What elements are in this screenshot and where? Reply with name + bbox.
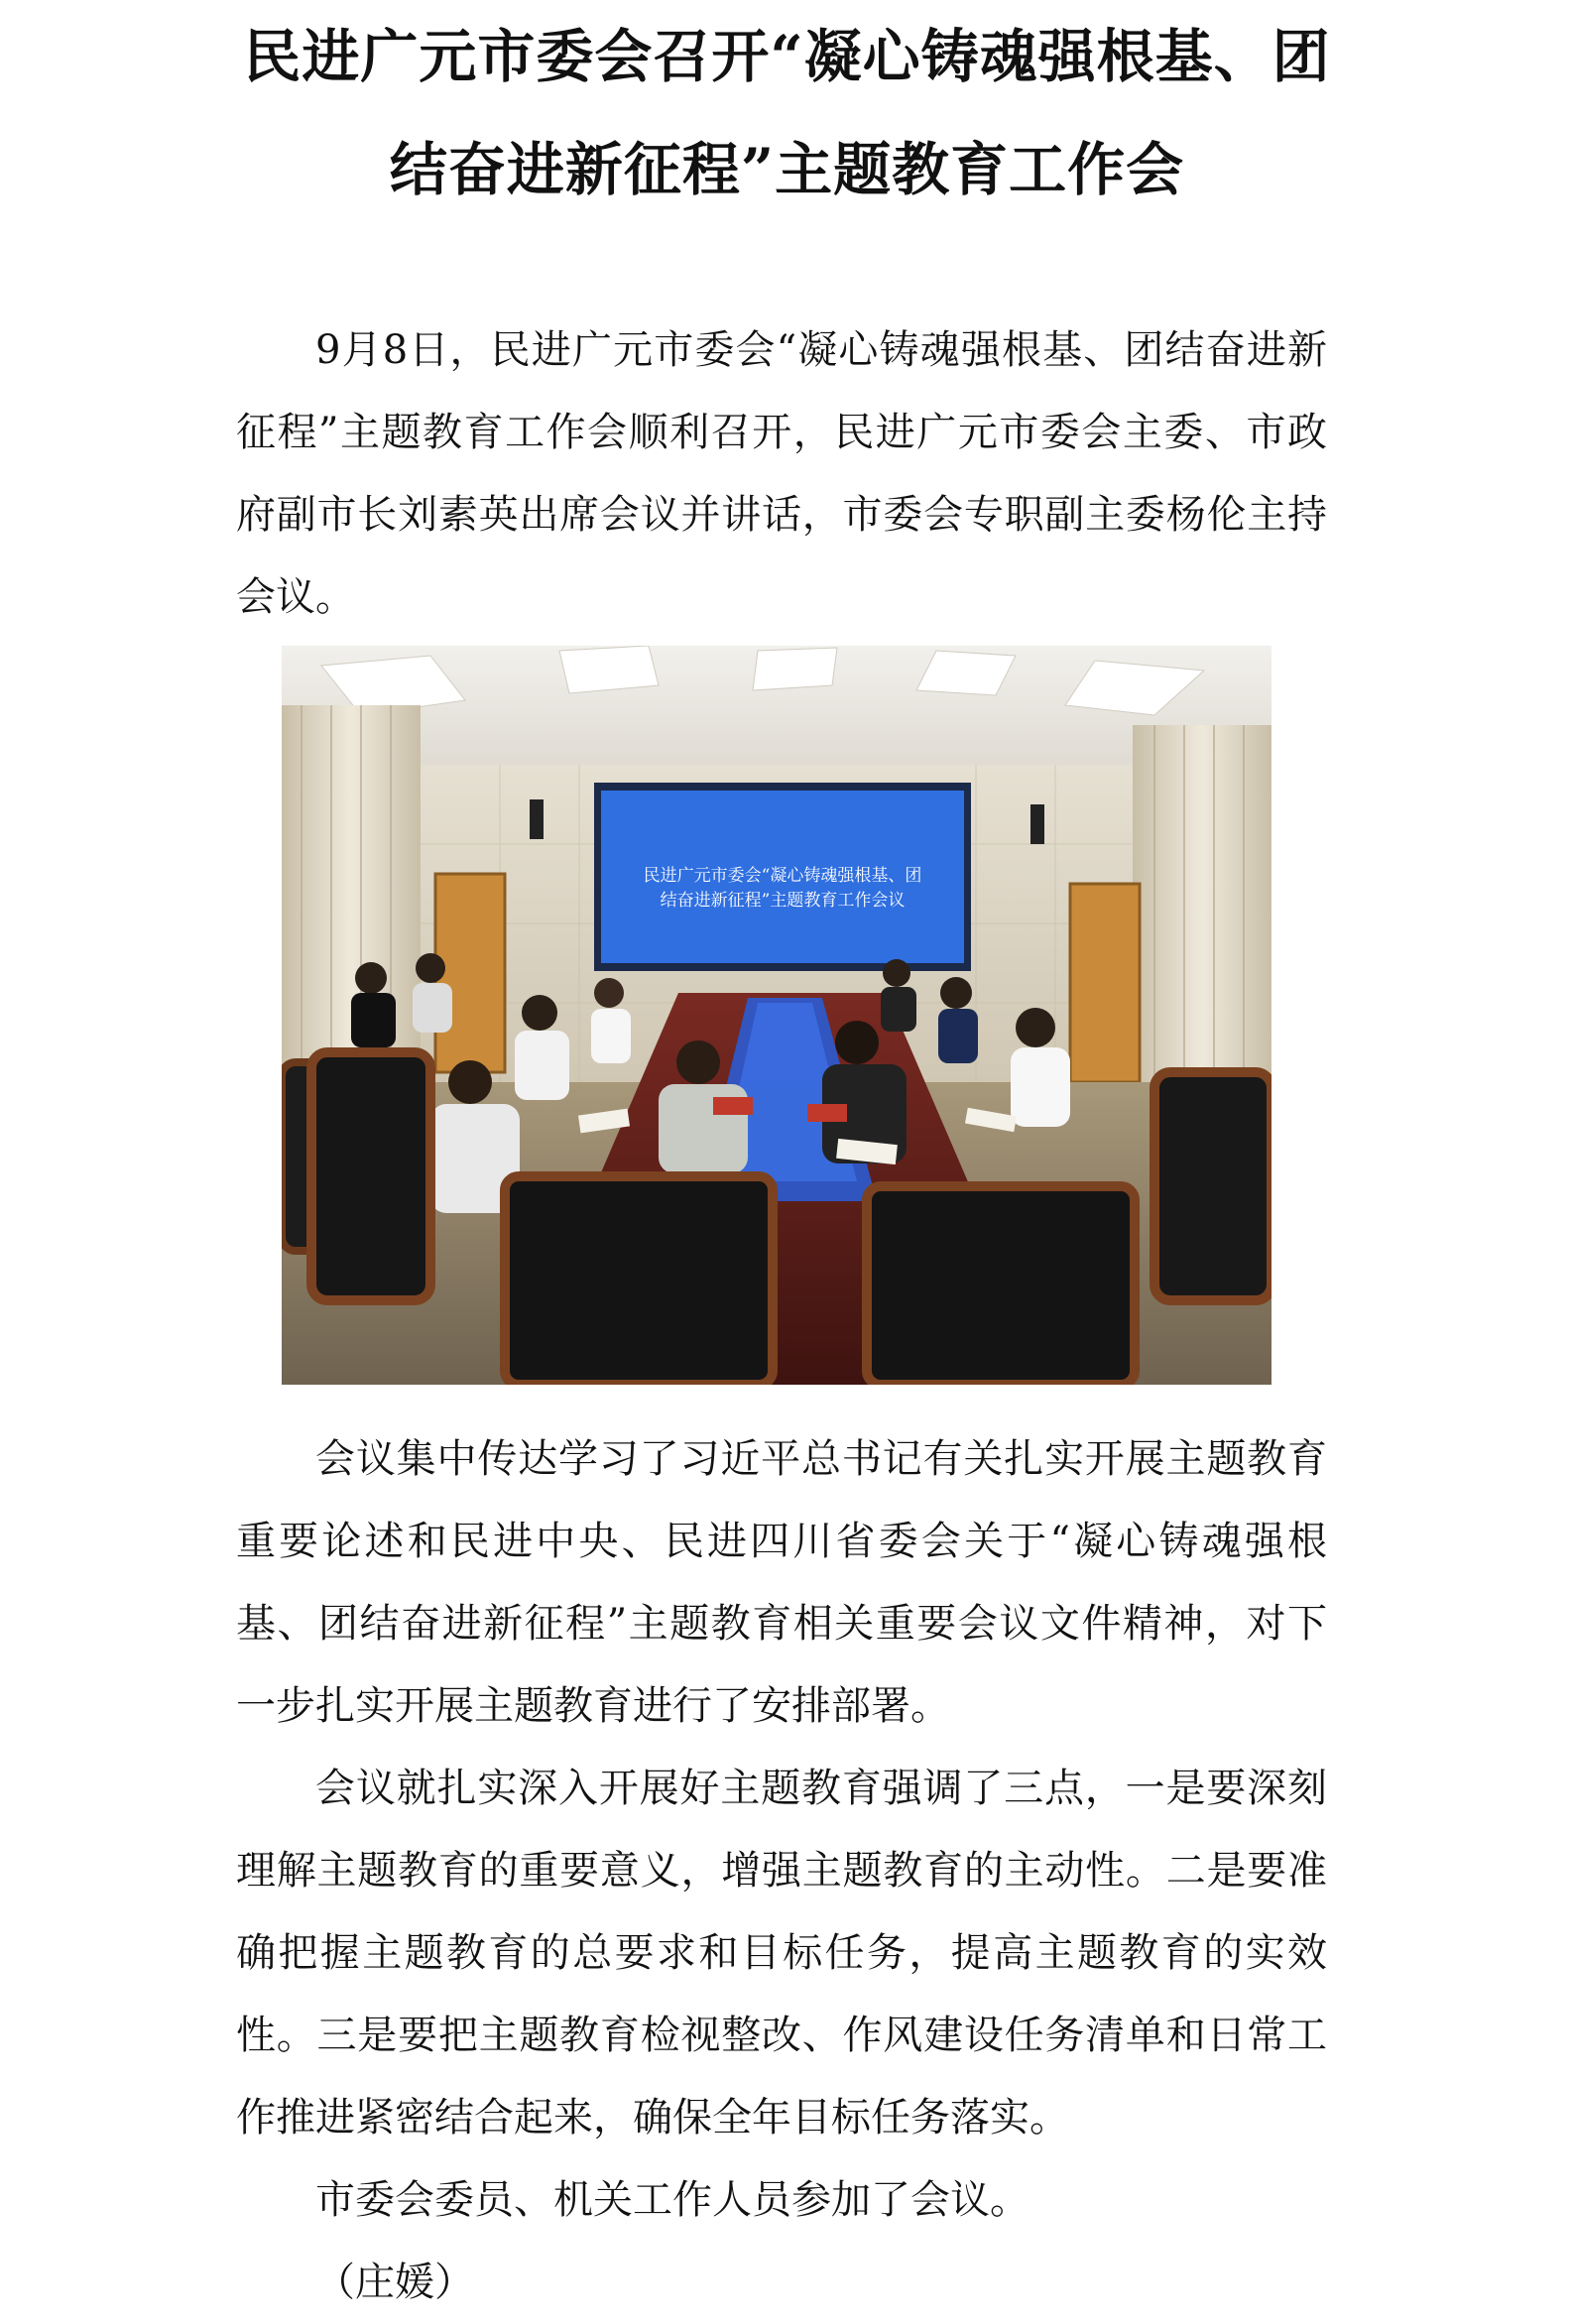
right-speaker bbox=[1030, 804, 1044, 844]
title-line-1: 民进广元市委会召开“凝心铸魂强根基、团 bbox=[243, 23, 1331, 90]
article-title bbox=[179, 0, 1395, 226]
paragraph-author: （庄媛） bbox=[315, 2260, 474, 2305]
screen-text-line-1: 民进广元市委会“凝心铸魂强根基、团 bbox=[643, 866, 922, 886]
right-door bbox=[1070, 884, 1140, 1082]
paragraph-emphasis: 会议就扎实深入开展好主题教育强调了三点，一是要深刻理解主题教育的重要意义，增强主题教育的主动性。二是要准确把握主题教育的总要求和目标任务，提高主题教育的实效性。三是要把主题教育检视整改、作风建设任务清单和日常工作推进紧密结合起来，确保全年目标任务落实。 bbox=[236, 1766, 1327, 2141]
paragraph-attendees: 市委会委员、机关工作人员参加了会议。 bbox=[315, 2177, 1029, 2223]
article-body-bottom bbox=[236, 1418, 1327, 2324]
left-door bbox=[435, 874, 505, 1072]
title-line-2: 结奋进新征程”主题教育工作会 bbox=[389, 136, 1185, 203]
article-body-top bbox=[236, 309, 1327, 639]
screen-text-line-2: 结奋进新征程”主题教育工作会议 bbox=[660, 891, 906, 911]
paragraph-intro: 9月8日，民进广元市委会“凝心铸魂强根基、团结奋进新征程”主题教育工作会顺利召开，民进广元市委会主委、市政府副市长刘素英出席会议并讲话，市委会专职副主委杨伦主持会议。 bbox=[236, 327, 1327, 620]
left-speaker bbox=[530, 799, 544, 839]
paragraph-study: 会议集中传达学习了习近平总书记有关扎实开展主题教育重要论述和民进中央、民进四川省委会关于“凝心铸魂强根基、团结奋进新征程”主题教育相关重要会议文件精神，对下一步扎实开展主题教育进行了安排部署。 bbox=[236, 1436, 1327, 1729]
meeting-photo bbox=[282, 646, 1271, 1385]
